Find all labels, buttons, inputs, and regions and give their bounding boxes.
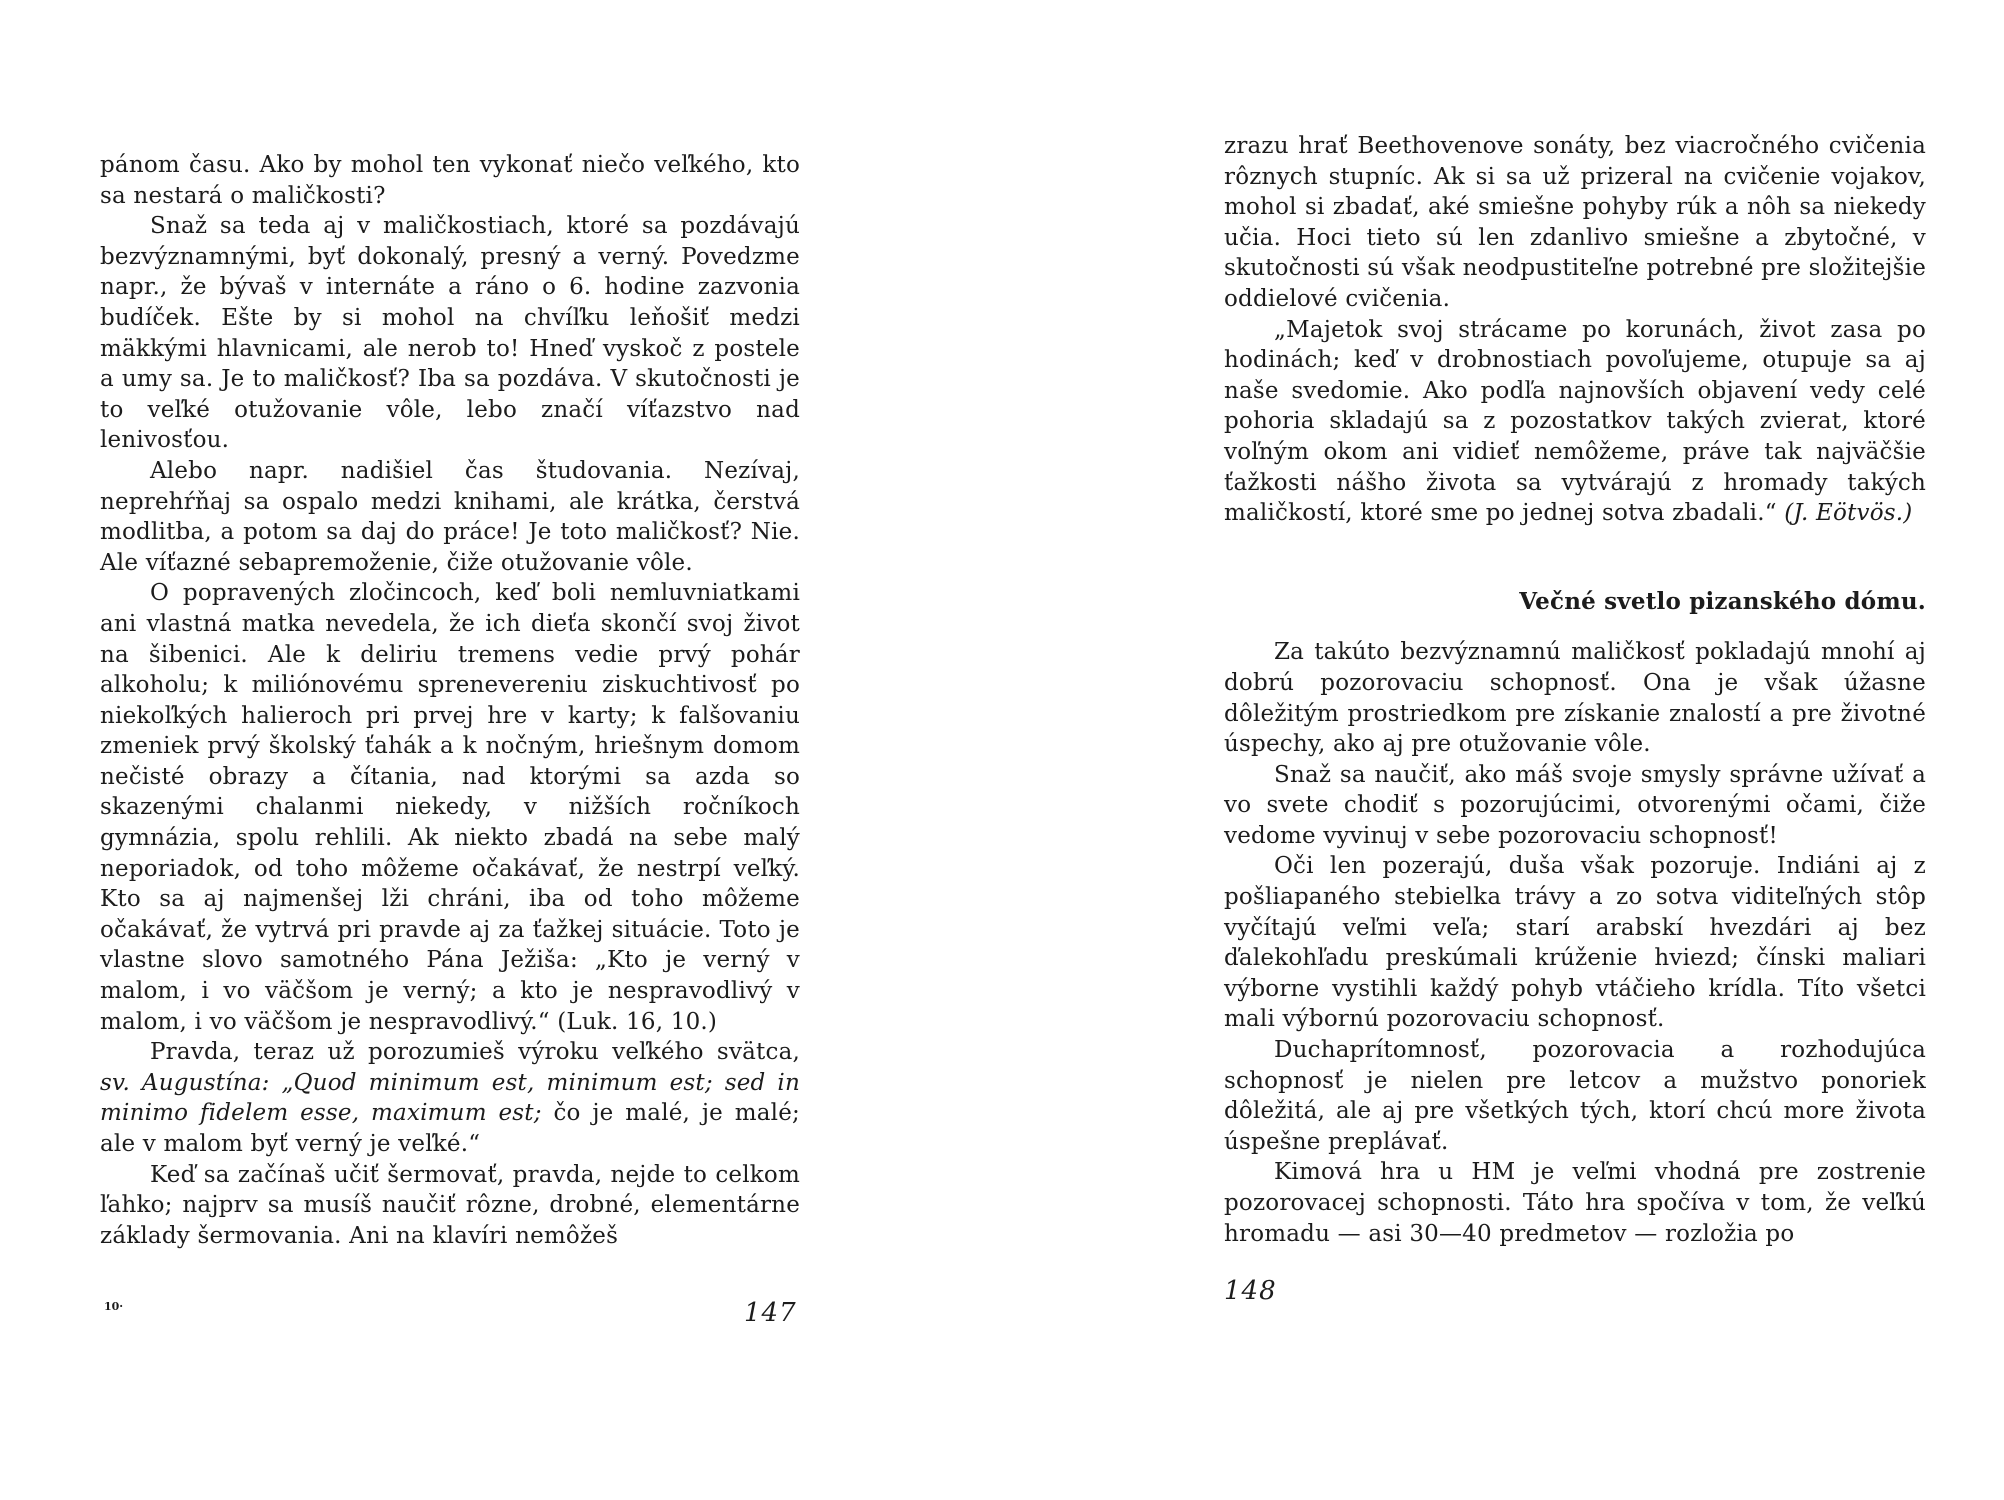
text-run: Keď sa začínaš učiť šermovať, pravda, nejde to celkom ľahko; najprv sa musíš naučiť rôzne, drobné, elementárne základy šermovania. Ani na klavíri nemôžeš bbox=[100, 1161, 800, 1249]
paragraph bbox=[100, 456, 800, 578]
paragraph bbox=[1224, 1035, 1926, 1157]
paragraph bbox=[1224, 1157, 1926, 1249]
paragraph bbox=[1224, 760, 1926, 852]
paragraph bbox=[100, 578, 800, 1037]
paragraph bbox=[100, 1037, 800, 1159]
paragraph bbox=[100, 150, 800, 211]
text-run: Snaž sa teda aj v maličkostiach, ktoré sa pozdávajú bezvýznamnými, byť dokonalý, presný a verný. Povedzme napr., že bývaš v internáte a ráno o 6. hodine zazvonia budíček. Ešte by si mohol na chvíľku leňošiť medzi mäkkými hlavnicami, ale nerob to! Hneď vyskoč z postele a umy sa. Je to maličkosť? Iba sa pozdáva. V skutočnosti je to veľké otužovanie vôle, lebo značí víťazstvo nad lenivosťou. bbox=[100, 213, 800, 454]
text-run: Kimová hra u HM je veľmi vhodná pre zostrenie pozorovacej schopnosti. Táto hra spočíva v tom, že veľkú hromadu — asi 30—40 predmetov — rozložia po bbox=[1224, 1159, 1926, 1247]
text-run: čo je malé, je malé; ale v malom byť verný je veľké.“ bbox=[100, 1100, 800, 1157]
right-page bbox=[1002, 0, 2004, 1500]
paragraph bbox=[1224, 637, 1926, 759]
italic-text: sv. Augustína: „Quod minimum est, minimum est; sed in minimo fidelem esse, maximum est; bbox=[100, 1069, 800, 1127]
page-number: 148 bbox=[1224, 1276, 1277, 1306]
text-run: Alebo napr. nadišiel čas študovania. Nezívaj, neprehŕňaj sa ospalo medzi knihami, ale krátka, čerstvá modlitba, a potom sa daj do práce! Je toto maličkosť? Nie. Ale víťazné sebapremoženie, čiže otužovanie vôle. bbox=[100, 457, 800, 576]
paragraph bbox=[1224, 315, 1926, 529]
paragraph bbox=[100, 211, 800, 456]
section-heading: Večné svetlo pizanského dómu. bbox=[1519, 587, 1926, 615]
text-run: pánom času. Ako by mohol ten vykonať niečo veľkého, kto sa nestará o maličkosti? bbox=[100, 152, 800, 209]
right-page-text bbox=[1224, 131, 1926, 1249]
paragraph bbox=[100, 1160, 800, 1252]
text-run: Oči len pozerajú, duša však pozoruje. Indiáni aj z pošliapaného stebielka trávy a zo sotva viditeľných stôp vyčítajú veľmi veľa; starí arabskí hvezdári aj bez ďalekohľadu preskúmali krúženie hviezd; čínski maliari výborne vystihli každý pohyb vtáčieho krídla. Títo všetci mali výbornú pozorovaciu schopnosť. bbox=[1224, 853, 1926, 1033]
text-run: zrazu hrať Beethovenove sonáty, bez viacročného cvičenia rôznych stupníc. Ak si sa už prizeral na cvičenie vojakov, mohol si zbadať, aké smiešne pohyby rúk a nôh sa niekedy učia. Hoci tieto sú len zdanlivo smiešne a zbytočné, v skutočnosti sú však neodpustiteľne potrebné pre složitejšie oddielové cvičenia. bbox=[1224, 133, 1927, 312]
text-run: Snaž sa naučiť, ako máš svoje smysly správne užívať a vo svete chodiť s pozorujúcimi, otvorenými očami, čiže vedome vyvinuj v sebe pozorovaciu schopnosť! bbox=[1224, 761, 1926, 849]
page-number: 147 bbox=[744, 1298, 797, 1328]
paragraph bbox=[1224, 851, 1926, 1035]
text-run: Za takúto bezvýznamnú maličkosť pokladajú mnohí aj dobrú pozorovaciu schopnosť. Ona je však úžasne dôležitým prostriedkom pre získanie znalostí a pre životné úspechy, ako aj pre otužovanie vôle. bbox=[1224, 639, 1926, 758]
italic-text: (J. Eötvös.) bbox=[1784, 500, 1913, 527]
signature-mark: 10· bbox=[104, 1300, 124, 1313]
left-page-text bbox=[100, 150, 800, 1251]
text-run: Duchaprítomnosť, pozorovacia a rozhodujúca schopnosť je nielen pre letcov a mužstvo ponoriek dôležitá, ale aj pre všetkých tých, ktorí chcú more života úspešne preplávať. bbox=[1224, 1037, 1926, 1155]
text-run: Pravda, teraz už porozumieš výroku veľkého svätca, bbox=[150, 1039, 800, 1066]
text-run: O popravených zločincoch, keď boli nemluvniatkami ani vlastná matka nevedela, že ich dieťa skončí svoj život na šibenici. Ale k deliriu tremens vedie prvý pohár alkoholu; k miliónovému sprenevereniu ziskuchtivosť po niekoľkých halieroch pri prvej hre v karty; k falšovaniu zmeniek prvý školský ťahák a k nočným, hriešnym domom nečisté obrazy a čítania, nad ktorými sa azda so skazenými chalanmi niekedy, v nižších ročníkoch gymnázia, spolu rehlili. Ak niekto zbadá na sebe malý neporiadok, od toho môžeme očakávať, že nestrpí veľký. Kto sa aj najmenšej lži chráni, iba od toho môžeme očakávať, že vytrvá pri pravde aj za ťažkej situácie. Toto je vlastne slovo samotného Pána Ježiša: „Kto je verný v malom, i vo väčšom je verný; a kto je nespravodlivý v malom, i vo väčšom je nespravodlivý.“ (Luk. 16, 10.) bbox=[100, 580, 800, 1035]
text-run: „Majetok svoj strácame po korunách, život zasa po hodinách; keď v drobnostiach povoľujeme, otupuje sa aj naše svedomie. Ako podľa najnovších objavení vedy celé pohoria skladajú sa z pozostatkov takých zvierat, ktoré voľným okom ani vidieť nemôžeme, práve tak najväčšie ťažkosti nášho života sa vytvárajú z hromady takých maličkostí, ktoré sme po jednej sotva zbadali.“ bbox=[1224, 316, 1926, 527]
paragraph bbox=[1224, 131, 1926, 315]
